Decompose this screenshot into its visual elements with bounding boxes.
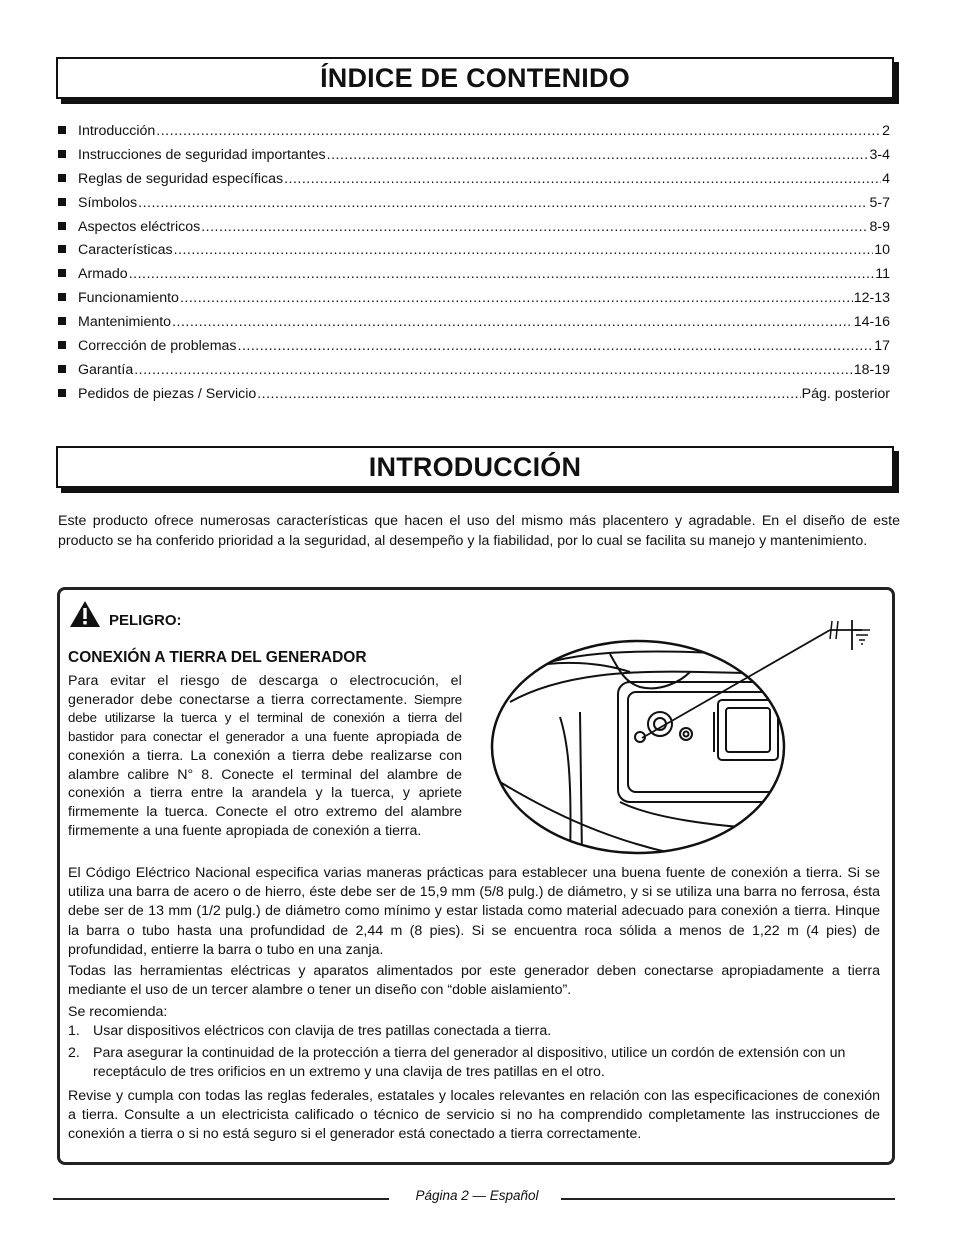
toc-item-label: Garantía xyxy=(78,361,134,378)
toc-item-label: Mantenimiento xyxy=(78,314,172,331)
toc-item-label: Pedidos de piezas / Servicio xyxy=(78,385,257,402)
bullet-square-icon xyxy=(58,341,66,349)
dot-leader xyxy=(284,171,881,187)
grounding-heading: CONEXIÓN A TIERRA DEL GENERADOR xyxy=(68,649,367,666)
list-number: 1. xyxy=(68,1023,80,1039)
toc-item-label: Reglas de seguridad específicas xyxy=(78,170,284,187)
dot-leader xyxy=(172,314,853,330)
grounding-text-part: apropiada de conexión a tierra. La conexión a tierra debe realizarse con alambre calibre N° 8. Conecte el terminal del alambre de conexión a tierra entre la arandela y la tuerca, y apriete firmemente la tuerca. Conecte el otro extremo del alambre firmemente a una fuente apropiada de conexión a tierra. xyxy=(68,729,462,839)
toc-item-label: Símbolos xyxy=(78,194,138,211)
toc-item-page: 3-4 xyxy=(869,146,890,163)
grounding-paragraph xyxy=(68,672,462,840)
recommendation-intro: Se recomienda: xyxy=(68,1004,168,1020)
dot-leader xyxy=(238,338,874,354)
bullet-square-icon xyxy=(58,150,66,158)
dot-leader xyxy=(129,266,875,282)
toc-item-page: 2 xyxy=(882,123,890,139)
list-item xyxy=(68,1022,880,1041)
grounding-text-part: Siempre debe utilizarse la tuerca y el terminal de conexión a tierra del bastidor para conectar el generador a una fuente xyxy=(68,691,462,745)
toc-item-label: Instrucciones de seguridad importantes xyxy=(78,146,326,163)
list-text: Para asegurar la continuidad de la protección a tierra del generador al dispositivo, utilice un cordón de extensión con un receptáculo de tres orificios en un extremo y una clavija de tres patillas en el otro. xyxy=(93,1045,846,1081)
toc-item-page: 17 xyxy=(874,338,890,355)
list-item xyxy=(68,1044,880,1082)
dot-leader xyxy=(134,362,852,378)
dot-leader xyxy=(138,195,868,211)
list-text: Usar dispositivos eléctricos con clavija de tres patillas conectada a tierra. xyxy=(93,1023,552,1039)
warning-triangle-icon xyxy=(69,600,101,628)
toc-item-page: Pág. posterior xyxy=(801,385,890,402)
toc-item-page: 8-9 xyxy=(869,218,890,235)
bullet-square-icon xyxy=(58,269,66,277)
toc-item-label: Características xyxy=(78,242,173,259)
grounding-text-part: Para evitar el riesgo de descarga o electrocución, el generador debe conectarse a tierra correctamente. xyxy=(68,673,462,708)
toc-item-label: Corrección de problemas xyxy=(78,338,237,355)
toc-item-label: Aspectos eléctricos xyxy=(78,218,201,235)
toc-item-label: Armado xyxy=(78,266,128,283)
bullet-square-icon xyxy=(58,222,66,230)
toc-item[interactable] xyxy=(58,171,890,195)
dot-leader xyxy=(327,147,869,163)
code-paragraph: El Código Eléctrico Nacional especifica varias maneras prácticas para establecer una buena fuente de conexión a tierra. Si se utiliza una barra de acero o de hierro, éste debe ser de 15,9 mm (5/8 pulg.) de diámetro, y si se utiliza una barra no ferrosa, ésta debe ser de 13 mm (1/2 pulg.) de diámetro como mínimo y estar listada como material adecuado para conexión a tierra. Hinque la barra o tubo hasta una profundidad de 2,44 m (8 pies). Si se encuentra roca sólida a menos de 1,22 m (4 pies) de profundidad, entierre la barra o tubo en una zanja. xyxy=(68,865,880,958)
toc-item[interactable] xyxy=(58,266,890,290)
bullet-square-icon xyxy=(58,198,66,206)
danger-label: PELIGRO: xyxy=(109,612,182,629)
toc-item[interactable] xyxy=(58,290,890,314)
intro-title-box xyxy=(56,446,894,488)
toc-item-page: 5-7 xyxy=(869,194,890,211)
toc-item-label: Funcionamiento xyxy=(78,290,179,307)
toc-item-page: 10 xyxy=(874,242,890,259)
bullet-square-icon xyxy=(58,293,66,301)
toc-item-page: 11 xyxy=(875,266,890,283)
bullet-square-icon xyxy=(58,245,66,253)
toc-title-box xyxy=(56,57,894,99)
review-paragraph: Revise y cumpla con todas las reglas federales, estatales y locales relevantes en relación con las especificaciones de conexión a tierra. Consulte a un electricista calificado o técnico de servicio si no ha comprendido completamente las instrucciones de conexión a tierra o si no está seguro si el generador está conectado a tierra correctamente. xyxy=(68,1088,880,1143)
intro-title: INTRODUCCIÓN xyxy=(368,452,582,482)
toc-item-page: 4 xyxy=(882,170,890,187)
dot-leader xyxy=(180,290,853,306)
toc-item[interactable] xyxy=(58,338,890,362)
toc-item-label: Introducción xyxy=(78,123,156,139)
toc-item[interactable] xyxy=(58,123,890,147)
page-footer: Página 2 — Español xyxy=(415,1188,539,1203)
toc-item[interactable] xyxy=(58,242,890,266)
tools-paragraph: Todas las herramientas eléctricas y aparatos alimentados por este generador deben conectarse apropiadamente a tierra mediante el uso de un tercer alambre o tener un diseño con “doble aislamiento”. xyxy=(68,963,880,999)
toc-item-page: 14-16 xyxy=(853,314,890,331)
generator-ground-terminal-illustration xyxy=(490,612,890,857)
toc-item-page: 12-13 xyxy=(853,290,890,307)
toc-item[interactable] xyxy=(58,219,890,243)
dot-leader xyxy=(257,386,800,402)
dot-leader xyxy=(156,123,881,139)
dot-leader xyxy=(174,242,874,258)
list-number: 2. xyxy=(68,1045,80,1062)
bullet-square-icon xyxy=(58,126,66,134)
bullet-square-icon xyxy=(58,317,66,325)
toc-title: ÍNDICE DE CONTENIDO xyxy=(320,63,630,93)
bullet-square-icon xyxy=(58,174,66,182)
toc-item[interactable] xyxy=(58,147,890,171)
toc-item[interactable] xyxy=(58,314,890,338)
toc-item-page: 18-19 xyxy=(853,361,890,378)
intro-paragraph: Este producto ofrece numerosas características que hacen el uso del mismo más placentero y agradable. En el diseño de este producto se ha conferido prioridad a la seguridad, al desempeño y la fiabilidad, por lo cual se facilita su manejo y mantenimiento. xyxy=(58,513,900,549)
bullet-square-icon xyxy=(58,389,66,397)
recommendation-list xyxy=(68,1022,880,1086)
toc-item[interactable] xyxy=(58,195,890,219)
table-of-contents xyxy=(58,123,890,410)
bullet-square-icon xyxy=(58,365,66,373)
toc-item[interactable] xyxy=(58,386,890,410)
toc-item[interactable] xyxy=(58,362,890,386)
dot-leader xyxy=(201,219,868,235)
